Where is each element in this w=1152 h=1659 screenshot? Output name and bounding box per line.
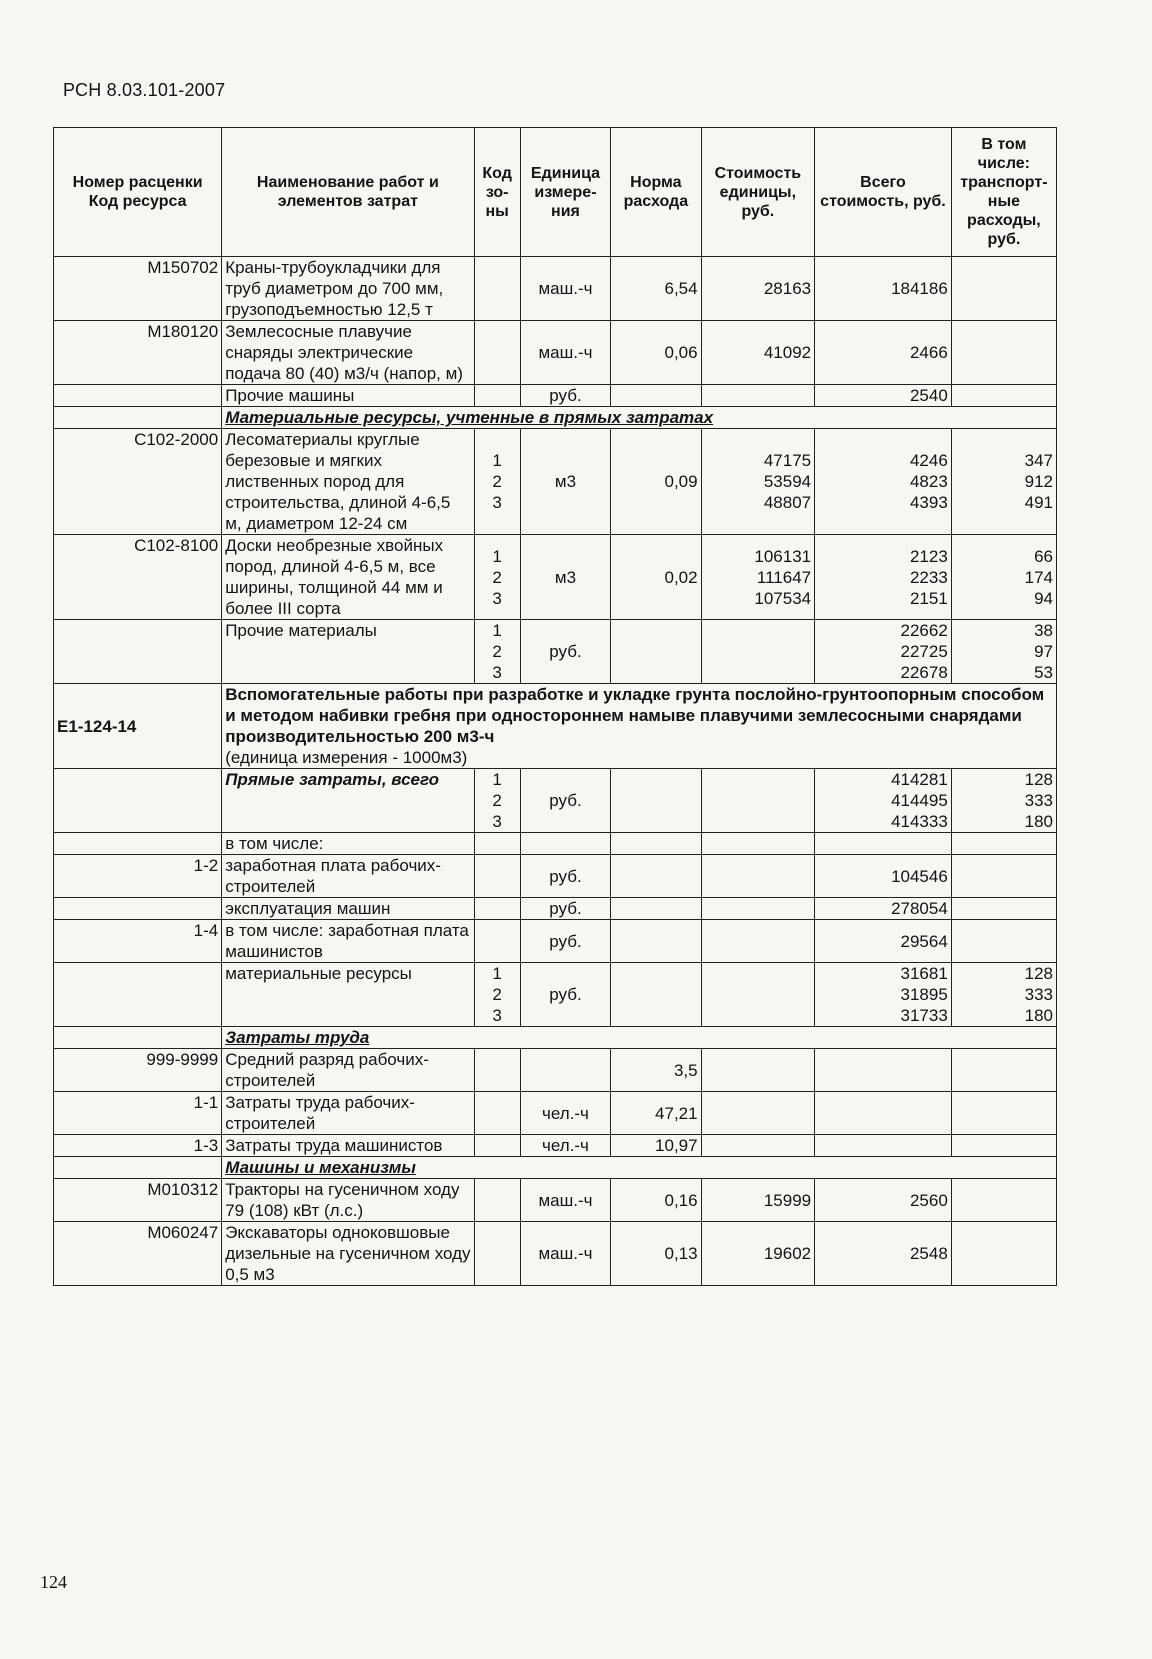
row-zone [474, 920, 520, 963]
row-zone [474, 1092, 520, 1135]
row-norm: 0,09 [611, 429, 701, 535]
rate-code: Е1-124-14 [54, 684, 222, 769]
row-zone [474, 833, 520, 855]
row-zone: 1 2 3 [474, 769, 520, 833]
row-norm: 0,16 [611, 1179, 701, 1222]
row-zone: 1 2 3 [474, 429, 520, 535]
row-price [701, 385, 815, 407]
row-code: С102-8100 [54, 535, 222, 620]
row-total: 2123 2233 2151 [815, 535, 952, 620]
row-norm: 3,5 [611, 1049, 701, 1092]
row-code [54, 769, 222, 833]
row-transport [951, 898, 1056, 920]
row-norm: 6,54 [611, 257, 701, 321]
row-transport [951, 855, 1056, 898]
row-zone [474, 898, 520, 920]
row-unit: руб. [520, 898, 610, 920]
row-total [815, 1135, 952, 1157]
row-total: 184186 [815, 257, 952, 321]
table-header-row [54, 128, 1057, 257]
row-unit: руб. [520, 963, 610, 1027]
row-zone [474, 257, 520, 321]
section-title: Затраты труда [222, 1027, 1057, 1049]
row-norm [611, 385, 701, 407]
row-total: 278054 [815, 898, 952, 920]
row-zone [474, 1179, 520, 1222]
row-transport [951, 1135, 1056, 1157]
section-spacer [54, 407, 222, 429]
row-transport: 38 97 53 [951, 620, 1056, 684]
table-row [54, 769, 1057, 833]
row-norm: 0,06 [611, 321, 701, 385]
row-price [701, 833, 815, 855]
row-price: 106131 111647 107534 [701, 535, 815, 620]
row-zone: 1 2 3 [474, 620, 520, 684]
row-code [54, 833, 222, 855]
header-norm: Норма расхода [611, 128, 701, 257]
row-transport: 128 333 180 [951, 769, 1056, 833]
row-code: М150702 [54, 257, 222, 321]
row-total: 4246 4823 4393 [815, 429, 952, 535]
row-zone [474, 855, 520, 898]
row-norm [611, 898, 701, 920]
row-unit: маш.-ч [520, 1179, 610, 1222]
table-row [54, 385, 1057, 407]
row-price [701, 898, 815, 920]
table-row [54, 898, 1057, 920]
table-row [54, 1135, 1057, 1157]
row-name: Прямые затраты, всего [222, 769, 474, 833]
row-transport [951, 1092, 1056, 1135]
row-code: С102-2000 [54, 429, 222, 535]
row-total: 2560 [815, 1179, 952, 1222]
row-code: 999-9999 [54, 1049, 222, 1092]
row-total: 31681 31895 31733 [815, 963, 952, 1027]
row-unit: руб. [520, 385, 610, 407]
row-total: 2540 [815, 385, 952, 407]
row-total: 29564 [815, 920, 952, 963]
section-row [54, 1027, 1057, 1049]
row-unit [520, 1049, 610, 1092]
row-unit: руб. [520, 920, 610, 963]
header-total: Всего стоимость, руб. [815, 128, 952, 257]
table-row [54, 1222, 1057, 1286]
row-transport [951, 257, 1056, 321]
row-code: М060247 [54, 1222, 222, 1286]
row-transport [951, 1179, 1056, 1222]
row-price [701, 920, 815, 963]
row-unit [520, 833, 610, 855]
row-zone [474, 1049, 520, 1092]
row-name: Затраты труда машинистов [222, 1135, 474, 1157]
row-name: Средний разряд рабочих-строителей [222, 1049, 474, 1092]
row-zone [474, 321, 520, 385]
row-price [701, 1092, 815, 1135]
row-price: 41092 [701, 321, 815, 385]
row-unit: м3 [520, 535, 610, 620]
row-name: Краны-трубоукладчики для труб диаметром до 700 мм, грузоподъемностью 12,5 т [222, 257, 474, 321]
row-price: 19602 [701, 1222, 815, 1286]
row-unit: руб. [520, 769, 610, 833]
table-row [54, 1092, 1057, 1135]
row-transport [951, 1049, 1056, 1092]
row-name: Лесоматериалы круглые березовые и мягких лиственных пород для строительства, длиной 4-6,5 м, диаметром 12-24 см [222, 429, 474, 535]
row-norm: 0,13 [611, 1222, 701, 1286]
section-title: Материальные ресурсы, учтенные в прямых затратах [222, 407, 1057, 429]
row-norm: 0,02 [611, 535, 701, 620]
table-row [54, 429, 1057, 535]
row-code [54, 963, 222, 1027]
row-name: Экскаваторы одноковшовые дизельные на гусеничном ходу 0,5 м3 [222, 1222, 474, 1286]
rate-title: Вспомогательные работы при разработке и укладке грунта послойно-грунтоопорным способом и методом набивки гребня при одностороннем намыве плавучими землесосными снарядами производительностью 200 м3-ч [225, 685, 1045, 746]
row-total: 22662 22725 22678 [815, 620, 952, 684]
header-zone: Код зо-ны [474, 128, 520, 257]
row-zone [474, 385, 520, 407]
row-total [815, 1049, 952, 1092]
row-total: 104546 [815, 855, 952, 898]
row-name: Землесосные плавучие снаряды электрические подача 80 (40) м3/ч (напор, м) [222, 321, 474, 385]
row-unit: м3 [520, 429, 610, 535]
document-code: РСН 8.03.101-2007 [63, 80, 226, 100]
row-norm [611, 963, 701, 1027]
row-unit: чел.-ч [520, 1135, 610, 1157]
page-number: 124 [40, 1572, 67, 1592]
row-norm: 47,21 [611, 1092, 701, 1135]
row-transport [951, 1222, 1056, 1286]
row-price: 28163 [701, 257, 815, 321]
section-title: Машины и механизмы [222, 1157, 1057, 1179]
row-name: материальные ресурсы [222, 963, 474, 1027]
table-row [54, 1049, 1057, 1092]
header-code: Номер расценки Код ресурса [54, 128, 222, 257]
row-zone [474, 1222, 520, 1286]
table-row [54, 321, 1057, 385]
row-unit: маш.-ч [520, 321, 610, 385]
row-norm [611, 920, 701, 963]
table-row [54, 920, 1057, 963]
row-code: М180120 [54, 321, 222, 385]
rates-table [53, 127, 1057, 1286]
row-norm [611, 855, 701, 898]
table-row [54, 620, 1057, 684]
row-zone: 1 2 3 [474, 535, 520, 620]
row-unit: маш.-ч [520, 257, 610, 321]
row-code: 1-3 [54, 1135, 222, 1157]
row-code: М010312 [54, 1179, 222, 1222]
row-code: 1-4 [54, 920, 222, 963]
row-code: 1-2 [54, 855, 222, 898]
header-transport: В том числе: транспорт-ные расходы, руб. [951, 128, 1056, 257]
rate-description [222, 684, 1057, 769]
row-price [701, 1049, 815, 1092]
row-name: Доски необрезные хвойных пород, длиной 4-6,5 м, все ширины, толщиной 44 мм и более III сорта [222, 535, 474, 620]
section-row [54, 407, 1057, 429]
row-name: Затраты труда рабочих-строителей [222, 1092, 474, 1135]
row-total [815, 833, 952, 855]
section-row [54, 1157, 1057, 1179]
row-unit: руб. [520, 620, 610, 684]
row-total: 414281 414495 414333 [815, 769, 952, 833]
row-transport: 66 174 94 [951, 535, 1056, 620]
row-total: 2466 [815, 321, 952, 385]
table-row [54, 855, 1057, 898]
row-zone [474, 1135, 520, 1157]
row-price [701, 963, 815, 1027]
table-row [54, 535, 1057, 620]
row-transport [951, 920, 1056, 963]
row-unit: чел.-ч [520, 1092, 610, 1135]
table-row [54, 963, 1057, 1027]
row-name: Прочие машины [222, 385, 474, 407]
row-price: 15999 [701, 1179, 815, 1222]
row-unit: маш.-ч [520, 1222, 610, 1286]
row-code [54, 385, 222, 407]
rate-header-row [54, 684, 1057, 769]
row-transport: 347 912 491 [951, 429, 1056, 535]
row-name: Тракторы на гусеничном ходу 79 (108) кВт (л.с.) [222, 1179, 474, 1222]
rate-unit: (единица измерения - 1000м3) [225, 748, 468, 767]
row-zone: 1 2 3 [474, 963, 520, 1027]
row-transport: 128 333 180 [951, 963, 1056, 1027]
table-row [54, 257, 1057, 321]
row-code [54, 898, 222, 920]
row-norm [611, 620, 701, 684]
row-price [701, 769, 815, 833]
row-name: эксплуатация машин [222, 898, 474, 920]
row-price [701, 855, 815, 898]
row-name: Прочие материалы [222, 620, 474, 684]
row-total: 2548 [815, 1222, 952, 1286]
row-norm [611, 769, 701, 833]
header-unit: Единица измере-ния [520, 128, 610, 257]
row-total [815, 1092, 952, 1135]
row-transport [951, 321, 1056, 385]
table-row [54, 1179, 1057, 1222]
row-price: 47175 53594 48807 [701, 429, 815, 535]
row-norm: 10,97 [611, 1135, 701, 1157]
row-code [54, 620, 222, 684]
table-row [54, 833, 1057, 855]
row-unit: руб. [520, 855, 610, 898]
row-price [701, 620, 815, 684]
row-price [701, 1135, 815, 1157]
section-spacer [54, 1027, 222, 1049]
table-body [54, 257, 1057, 1286]
row-name: заработная плата рабочих-строителей [222, 855, 474, 898]
row-name: в том числе: [222, 833, 474, 855]
section-spacer [54, 1157, 222, 1179]
row-norm [611, 833, 701, 855]
row-transport [951, 385, 1056, 407]
header-name: Наименование работ и элементов затрат [222, 128, 474, 257]
row-transport [951, 833, 1056, 855]
header-price: Стоимость единицы, руб. [701, 128, 815, 257]
row-code: 1-1 [54, 1092, 222, 1135]
row-name: в том числе: заработная плата машинистов [222, 920, 474, 963]
